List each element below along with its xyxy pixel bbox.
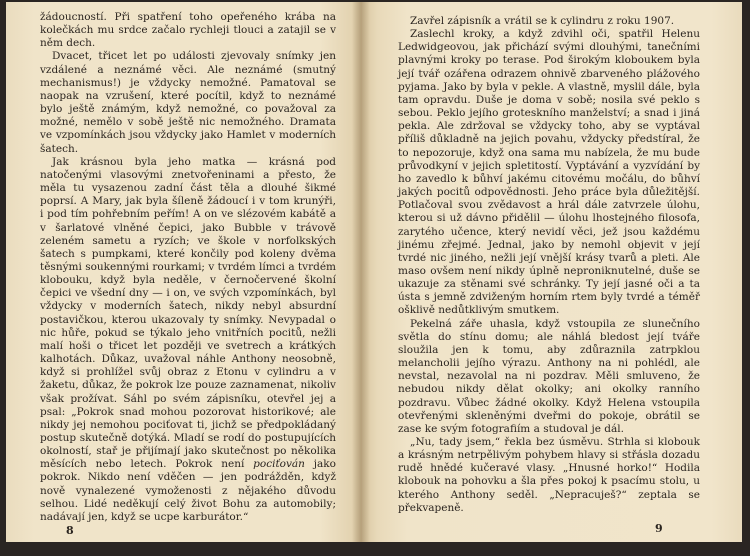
left-paragraph-3-text: Jak krásnou byla jeho matka — krásná pod natočenými vlasovými znetvořeninami a přesto, že měla tu vysazenou zadní část těla a dlouhé šikmé poprsí. A Mary, jak byla šíleně žádoucí i v tom krunýři, i pod tím pohřebním peřím! A on ve slézovém kabátě a v šarlatové vlněné čepici, jako Bubble v trávově zeleném sametu a ryzích; ve škole v norfolkských šatech s pumpkami, které končily pod koleny dvěma těsnými soukennými rourkami; v tvrdém límci a tvrdém klobouku, když byla neděle, v černočervené školní čepici ve všední dny — i on, ve svých vzpomínkách, byl vždycky v moderních šatech, nikdy nebyl absurdní postavičkou, kterou ukazovaly ty snímky. Nevypadal o nic hůře, pokud se týkalo jeho vnitřních pocitů, nežli malí hoši o třicet let později ve svetrech a krátkých kalhotách. Důkaz, uvažoval náhle Anthony neosobně, když si prohlížel svůj obraz z Etonu v cylindru a v žaketu, důkaz, že pokrok lze pouze zaznamenat, nikoliv však prožívat. Sáhl po svém zápisníku, otevřel jej a psal: „Pokrok snad mohou pozorovat historikové; ale nikdy jej nemohou pociťovat ti, jichž se předpokládaný postup skutečně dotýká. Mladí se rodí do postupujících okolností, stař je přijímají jako skutečnost po několika měsících nebo letech. Pokrok není — [40, 155, 336, 471]
right-paragraph-1: Zavřel zápisník a vrátil se k cylindru z roku 1907. — [410, 15, 675, 27]
right-paragraph-2: Zaslechl kroky, a když zdvihl oči, spatřil Helenu Ledwidgeovou, jak přichází svými dlouhými, tanečními plavnými kroky po terase. Pod širokým kloboukem byla její tvář ozářena odrazem ohnivě zbarveného plážového pyjama. Jako by byla v pekle. A vlastně, myslil dále, byla tam opravdu. Duše je doma v sobě; nosila své peklo s sebou. Peklo jejího groteskního manželství; a snad i jiná pekla. Ale zdržoval se vždycky toho, aby se vyptával příliš důkladně na jejich povahu, vždycky předstíral, že to nepozoruje, když ona sama mu nabízela, že mu bude průvodkyní v jejich spletitostí. Vyptávání a vyzvídání by ho zavedlo k bůhví jakému citovému močálu, do bůhví jakých pocitů odpovědnosti. Jeho práce byla důležitější. Potlačoval svou zvědavost a hrál dále zatvrzele úlohu, kterou si už dávno přidělil — úlohu lhostejného filosofa, zarytého učence, který nevidí věci, jež jsou každému jinému zřejmé. Jednal, jako by nemohl objevit v její tvrdé nic jiného, nežli její vnější krásy tvarů a pleti. Ale maso ovšem není nikdy úplně neproniknutelné, duše se ukazuje za stěnami své schránky. Ty její jasné oči a ta ústa s jemně zdviženým horním rtem byly tvrdé a téměř ošklivě nedůtklivým smutkem. — [398, 28, 700, 317]
right-paragraph-3: Pekelná záře uhasla, když vstoupila ze slunečního světla do stínu domu; ale náhlá bledost její tváře sloužila jen k tomu, aby zdůraznila zatrpklou melancholii jejího výrazu. Anthony na ni pohlédl, ale nevstal, nezavolal na ni pozdrav. Měli smluveno, že nebudou nikdy dělat okolky; ani okolky ranního pozdravu. Vůbec žádné okolky. Když Helena vstoupila otevřenými skleněnými dveřmi do pokoje, obrátil se zase ke svým fotografiím a studoval je dál. — [398, 317, 700, 435]
left-page — [6, 2, 362, 542]
right-page — [362, 2, 742, 542]
page-number-left: 8 — [66, 524, 74, 537]
right-page-text — [398, 15, 700, 515]
right-paragraph-4: „Nu, tady jsem,“ řekla bez úsměvu. Strhla si klobouk a krásným netrpělivým pohybem hlavy si střásla dozadu rudě hnědé kučeravé vlasy. „Hnusné horko!“ Hodila klobouk na pohovku a šla přes pokoj k psacímu stolu, u kterého Anthony seděl. „Nepracuješ?“ zeptala se překvapeně. — [398, 436, 700, 514]
left-page-text — [40, 11, 336, 524]
italic-word: pociťován — [253, 458, 305, 471]
left-paragraph-3 — [40, 156, 336, 524]
left-paragraph-3-end: jako pokrok. Nikdo není vděčen — jen podrážděn, když nově vynalezené vymoženosti z nějakého důvodu selhou. Lidé neděkují celý život Bohu za automobily; nadávají jen, když se ucpe karburátor.“ — [40, 458, 336, 523]
left-paragraph-2: Dvacet, třicet let po události zjevovaly snímky jen vzdálené a neznámé věci. Ale neznámé (smutný mechanismus!) je vždycky nemožné. Pamatoval se naopak na vzrušení, které pocítil, když to neznámé bylo ještě známým, když nemožné, co považoval za možné, nemělo v sobě ještě nic nemožného. Dramata ve vzpomínkách jsou vždycky jako Hamlet v moderních šatech. — [40, 50, 336, 155]
page-number-right: 9 — [655, 522, 663, 535]
left-paragraph-1: žádoucností. Při spatření toho opeřeného krába na kolečkách mu srdce začalo rychleji tlouci a zatajil se v něm dech. — [40, 11, 336, 50]
